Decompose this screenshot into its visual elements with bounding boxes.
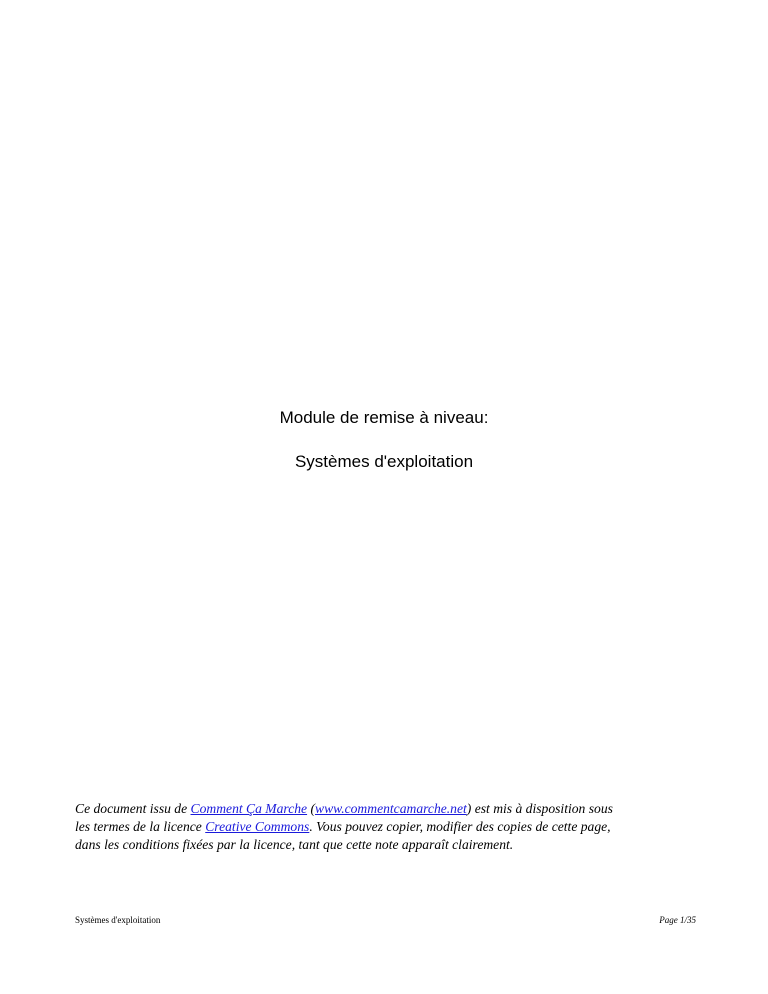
document-title-line2: Systèmes d'exploitation [294,452,474,471]
creative-commons-link[interactable]: Creative Commons [205,819,310,834]
license-paren-open: ( [307,801,316,816]
site-url-link[interactable]: www.commentcamarche.net [315,801,467,816]
license-line-1 [75,800,715,818]
license-line-3: dans les conditions fixées par la licence, tant que cette note apparaît clairement. [75,837,514,852]
document-title-line1: Module de remise à niveau: [279,408,489,427]
site-name-link[interactable]: Comment Ça Marche [190,801,308,816]
license-line2-prefix: les termes de la licence [75,819,206,834]
license-notice [75,800,715,854]
license-line2-suffix: . Vous pouvez copier, modifier des copies de cette page, [309,819,611,834]
footer-document-title: Systèmes d'exploitation [75,915,161,925]
license-line-2 [75,818,715,836]
license-after-url: ) est mis à disposition sous [466,801,613,816]
license-prefix: Ce document issu de [75,801,191,816]
footer-page-number: Page 1/35 [659,915,696,925]
